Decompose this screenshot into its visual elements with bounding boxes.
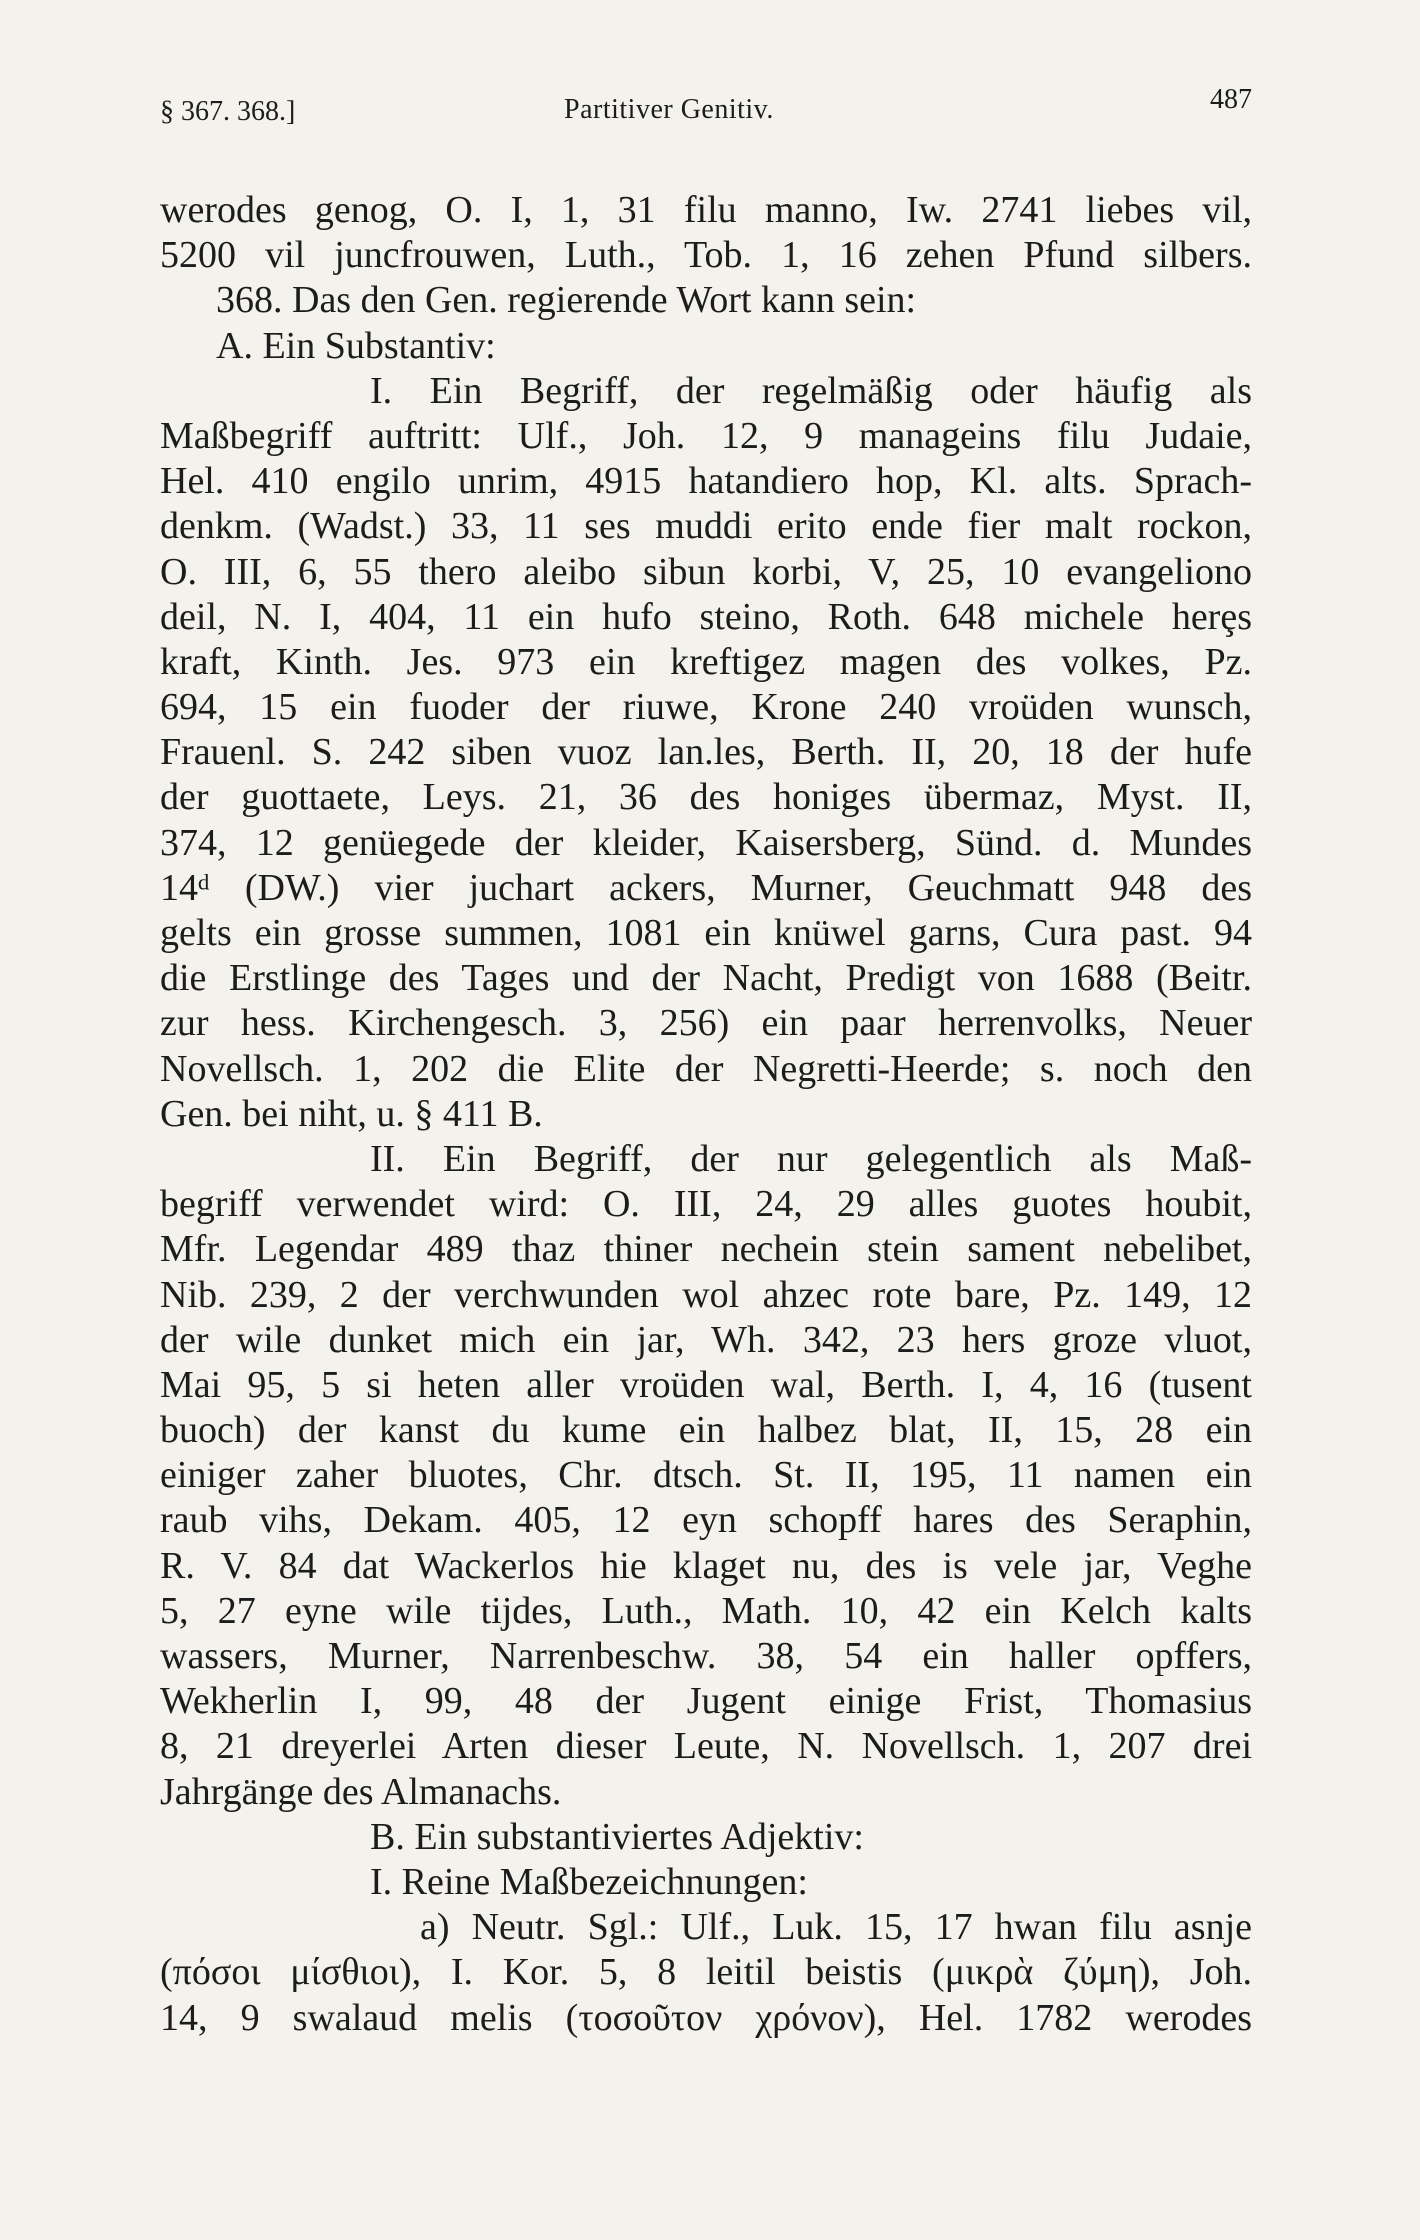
- text-line: Hel. 410 engilo unrim, 4915 hatandiero hop, Kl. alts. Sprach-: [160, 460, 1252, 503]
- text-line: begriff verwendet wird: O. III, 24, 29 alles guotes houbit,: [160, 1183, 1252, 1226]
- text-line: Wekherlin I, 99, 48 der Jugent einige Frist, Thomasius: [160, 1680, 1252, 1723]
- text-line: I. Ein Begriff, der regelmäßig oder häufig als: [370, 369, 1252, 412]
- text-line: einiger zaher bluotes, Chr. dtsch. St. II, 195, 11 namen ein: [160, 1454, 1252, 1497]
- text-line: R. V. 84 dat Wackerlos hie klaget nu, des is vele jar, Veghe: [160, 1544, 1252, 1587]
- text-line: 8, 21 dreyerlei Arten dieser Leute, N. Novellsch. 1, 207 drei: [160, 1725, 1252, 1768]
- text-line: I. Reine Maßbezeichnungen:: [370, 1860, 808, 1903]
- text-line: kraft, Kinth. Jes. 973 ein kreftigez magen des volkes, Pz.: [160, 640, 1252, 683]
- running-header: [160, 84, 1252, 134]
- text-line: O. III, 6, 55 thero aleibo sibun korbi, V, 25, 10 evangeliono: [160, 550, 1252, 593]
- text-line: Frauenl. S. 242 siben vuoz lan.les, Berth. II, 20, 18 der hufe: [160, 731, 1252, 774]
- text-line: denkm. (Wadst.) 33, 11 ses muddi erito ende fier malt rockon,: [160, 505, 1252, 548]
- text-line: Maßbegriff auftritt: Ulf., Joh. 12, 9 manageins filu Judaie,: [160, 414, 1252, 457]
- text-line: Gen. bei niht, u. § 411 B.: [160, 1092, 543, 1135]
- text-line: die Erstlinge des Tages und der Nacht, Predigt von 1688 (Beitr.: [160, 957, 1252, 1000]
- text-line: gelts ein grosse summen, 1081 ein knüwel garns, Cura past. 94: [160, 912, 1252, 954]
- text-line: raub vihs, Dekam. 405, 12 eyn schopff hares des Seraphin,: [160, 1499, 1252, 1542]
- text-line: der wile dunket mich ein jar, Wh. 342, 23 hers groze vluot,: [160, 1318, 1252, 1361]
- text-line: (πόσοι μίσθιοι), I. Kor. 5, 8 leitil beistis (μικρὰ ζύμη), Joh.: [160, 1951, 1252, 1994]
- text-line: zur hess. Kirchengesch. 3, 256) ein paar herrenvolks, Neuer: [160, 1002, 1252, 1045]
- running-title: Partitiver Genitiv.: [564, 94, 774, 125]
- text-line: Nib. 239, 2 der verchwunden wol ahzec rote bare, Pz. 149, 12: [160, 1273, 1252, 1316]
- text-line: Jahrgänge des Almanachs.: [160, 1770, 562, 1813]
- text-line: Mai 95, 5 si heten aller vroüden wal, Berth. I, 4, 16 (tusent: [160, 1363, 1252, 1406]
- text-line: 5, 27 eyne wile tijdes, Luth., Math. 10, 42 ein Kelch kalts: [160, 1589, 1252, 1632]
- text-line: A. Ein Substantiv:: [216, 324, 496, 367]
- text-line: der guottaete, Leys. 21, 36 des honiges übermaz, Myst. II,: [160, 776, 1252, 819]
- text-line: 5200 vil juncfrouwen, Luth., Tob. 1, 16 zehen Pfund silbers.: [160, 234, 1252, 277]
- text-line: wassers, Murner, Narrenbeschw. 38, 54 ein haller opffers,: [160, 1635, 1252, 1677]
- text-line: 374, 12 genüegede der kleider, Kaisersberg, Sünd. d. Mundes: [160, 821, 1252, 864]
- page-body: [160, 188, 1252, 2041]
- text-line: Novellsch. 1, 202 die Elite der Negretti-Heerde; s. noch den: [160, 1047, 1252, 1090]
- text-line: Mfr. Legendar 489 thaz thiner nechein stein sament nebelibet,: [160, 1228, 1252, 1271]
- text-line: II. Ein Begriff, der nur gelegentlich als Maß-: [370, 1137, 1252, 1180]
- text-line: 368. Das den Gen. regierende Wort kann sein:: [216, 279, 917, 322]
- text-line: deil, N. I, 404, 11 ein hufo steino, Roth. 648 michele herȩs: [160, 595, 1252, 638]
- text-line: 14, 9 swalaud melis (τοσοῦτον χρόνον), Hel. 1782 werodes: [160, 1996, 1252, 2039]
- text-line: B. Ein substantiviertes Adjektiv:: [370, 1815, 864, 1858]
- text-line: 14ᵈ (DW.) vier juchart ackers, Murner, Geuchmatt 948 des: [160, 866, 1252, 909]
- text-line: werodes genog, O. I, 1, 31 filu manno, Iw. 2741 liebes vil,: [160, 189, 1252, 231]
- page-number: 487: [1210, 84, 1252, 115]
- text-line: a) Neutr. Sgl.: Ulf., Luk. 15, 17 hwan filu asnje: [420, 1906, 1252, 1949]
- text-line: 694, 15 ein fuoder der riuwe, Krone 240 vroüden wunsch,: [160, 686, 1252, 729]
- section-reference: § 367. 368.]: [160, 96, 296, 127]
- text-line: buoch) der kanst du kume ein halbez blat, II, 15, 28 ein: [160, 1409, 1252, 1452]
